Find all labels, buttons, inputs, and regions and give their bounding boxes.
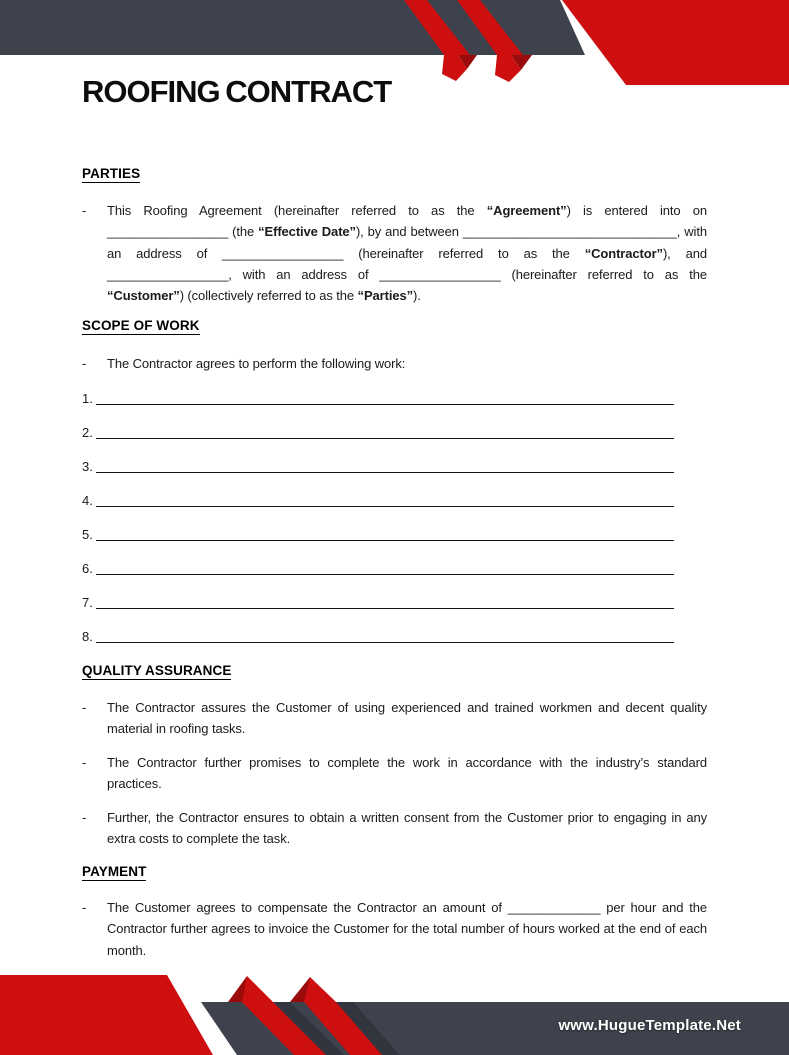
parties-text: This Roofing Agreement (hereinafter referred to as the “Agreement”) is entered into on _________________ (the “Effective Date”), by and between ______________________________, with an address of _________________ (hereinafter referred to as the “Contractor”), and _________________, with an address of _________________ (hereinafter referred to as the “Customer”) (collectively referred to as the “Parties”). xyxy=(107,203,707,304)
work-item-row-5 xyxy=(82,519,674,541)
quality-bullet-2 xyxy=(82,752,707,795)
blank-line xyxy=(96,587,674,609)
work-item-row-7 xyxy=(82,587,674,609)
work-item-row-6 xyxy=(82,553,674,575)
work-item-row-2 xyxy=(82,417,674,439)
payment-bullet xyxy=(82,897,707,961)
blank-line xyxy=(96,451,674,473)
section-heading-quality-assurance: QUALITY ASSURANCE xyxy=(82,663,232,678)
bullet-marker: - xyxy=(82,900,87,915)
work-item-number: 3. xyxy=(82,459,93,474)
work-item-row-1 xyxy=(82,383,674,405)
bullet-marker: - xyxy=(82,700,87,715)
section-heading-parties: PARTIES xyxy=(82,166,141,181)
section-heading-scope-of-work: SCOPE OF WORK xyxy=(82,318,200,333)
parties-paragraph xyxy=(82,200,707,306)
work-item-number: 5. xyxy=(82,527,93,542)
work-item-number: 1. xyxy=(82,391,93,406)
work-item-row-3 xyxy=(82,451,674,473)
section-heading-payment: PAYMENT xyxy=(82,864,147,879)
quality-bullet-1-text: The Contractor assures the Customer of using experienced and trained workmen and decent quality material in roofing tasks. xyxy=(107,700,707,737)
quality-bullet-1 xyxy=(82,697,707,740)
blank-line xyxy=(96,485,674,507)
page-title: ROOFING CONTRACT xyxy=(82,74,392,109)
quality-bullet-3-text: Further, the Contractor ensures to obtain a written consent from the Customer prior to engaging in any extra costs to complete the task. xyxy=(107,810,707,847)
blank-line xyxy=(96,621,674,643)
footer-website-link[interactable]: www.HugueTemplate.Net xyxy=(558,1017,741,1034)
bullet-marker: - xyxy=(82,356,87,371)
footer-red-wedge xyxy=(0,975,213,1055)
document-body xyxy=(82,0,707,1055)
work-item-number: 4. xyxy=(82,493,93,508)
blank-line xyxy=(96,417,674,439)
scope-intro xyxy=(82,353,707,374)
payment-bullet-text: The Customer agrees to compensate the Contractor an amount of _____________ per hour and the Contractor further agrees to invoice the Customer for the total number of hours worked at the end of each month. xyxy=(107,900,707,958)
work-item-row-4 xyxy=(82,485,674,507)
work-item-number: 8. xyxy=(82,629,93,644)
work-item-number: 6. xyxy=(82,561,93,576)
work-item-number: 7. xyxy=(82,595,93,610)
blank-line xyxy=(96,383,674,405)
work-item-number: 2. xyxy=(82,425,93,440)
scope-intro-text: The Contractor agrees to perform the following work: xyxy=(107,356,406,371)
bullet-marker: - xyxy=(82,810,87,825)
bullet-marker: - xyxy=(82,203,87,218)
work-item-row-8 xyxy=(82,621,674,643)
blank-line xyxy=(96,553,674,575)
quality-bullet-2-text: The Contractor further promises to complete the work in accordance with the industry’s standard practices. xyxy=(107,755,707,792)
blank-line xyxy=(96,519,674,541)
bullet-marker: - xyxy=(82,755,87,770)
quality-bullet-3 xyxy=(82,807,707,850)
footer-decoration xyxy=(0,965,789,1055)
